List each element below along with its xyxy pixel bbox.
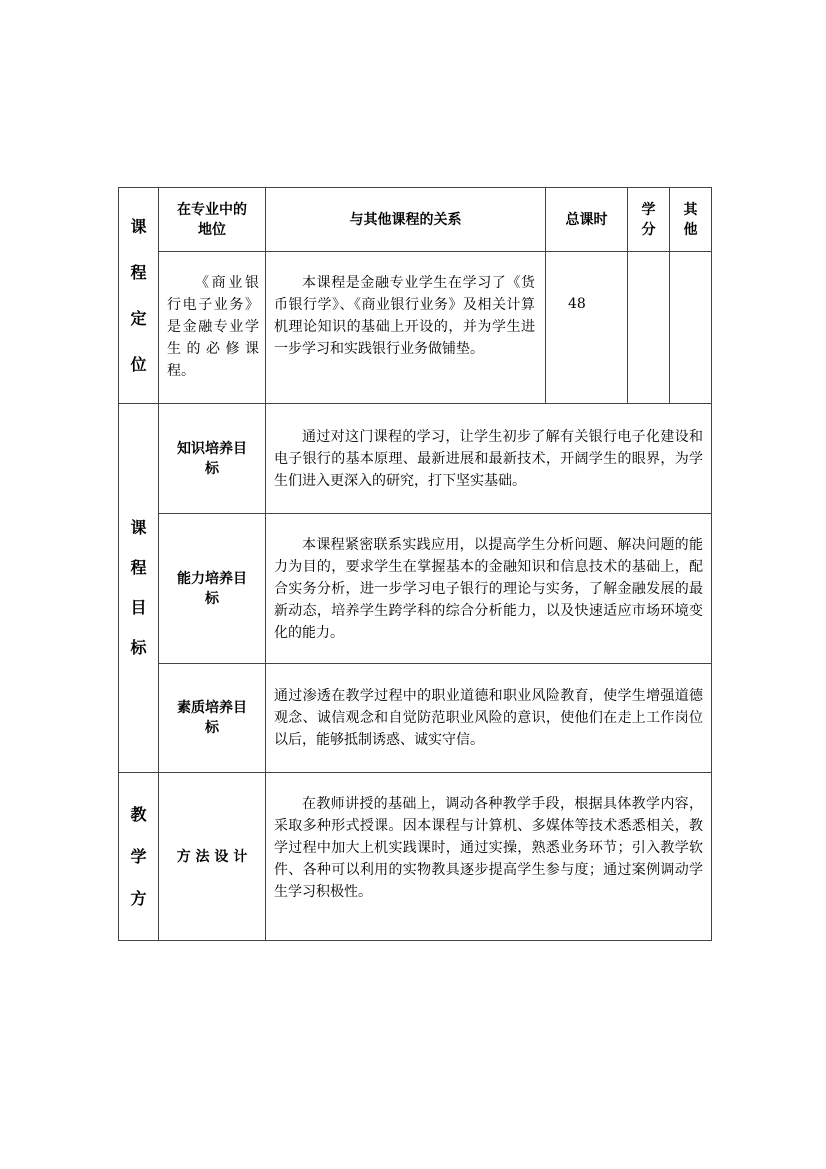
other-cell: [670, 252, 712, 404]
header-hours: 总课时: [546, 188, 628, 252]
relation-cell: 本课程是金融专业学生在学习了《货币银行学》、《商业银行业务》及相关计算机理论知识的基础上开设的，并为学生进一步学习和实践银行业务做铺垫。: [266, 252, 546, 404]
methods-row: [119, 773, 712, 941]
header-other: 其他: [670, 188, 712, 252]
objective-row-quality: [119, 664, 712, 773]
header-relation: 与其他课程的关系: [266, 188, 546, 252]
objective-name-knowledge: 知识培养目标: [159, 404, 266, 514]
objective-name-quality: 素质培养目标: [159, 664, 266, 773]
objective-text-quality: 通过渗透在教学过程中的职业道德和职业风险教育，使学生增强道德观念、诚信观念和自觉防范职业风险的意识，使他们在走上工作岗位以后，能够抵制诱惑、诚实守信。: [266, 664, 712, 773]
objective-row-knowledge: [119, 404, 712, 514]
objective-name-ability: 能力培养目标: [159, 514, 266, 664]
course-info-table: [118, 187, 712, 941]
objective-row-ability: [119, 514, 712, 664]
section-label-positioning: 课 程 定 位: [119, 188, 159, 404]
header-credits: 学分: [628, 188, 670, 252]
positioning-header-row: [119, 188, 712, 252]
section-label-objectives: 课 程 目 标: [119, 404, 159, 773]
credits-cell: [628, 252, 670, 404]
positioning-content-row: [119, 252, 712, 404]
header-status: 在专业中的地位: [159, 188, 266, 252]
objective-text-knowledge: 通过对这门课程的学习，让学生初步了解有关银行电子化建设和电子银行的基本原理、最新进展和最新技术，开阔学生的眼界，为学生们进入更深入的研究，打下坚实基础。: [266, 404, 712, 514]
objective-text-ability: 本课程紧密联系实践应用，以提高学生分析问题、解决问题的能力为目的，要求学生在掌握基本的金融知识和信息技术的基础上，配合实务分析，进一步学习电子银行的理论与实务，了解金融发展的最新动态，培养学生跨学科的综合分析能力，以及快速适应市场环境变化的能力。: [266, 514, 712, 664]
methods-text: 在教师讲授的基础上，调动各种教学手段，根据具体教学内容，采取多种形式授课。因本课程与计算机、多媒体等技术悉悉相关，教学过程中加大上机实践课时，通过实操，熟悉业务环节；引入教学软件、各种可以利用的实物教具逐步提高学生参与度；通过案例调动学生学习积极性。: [266, 773, 712, 941]
section-label-methods: 教 学 方: [119, 773, 159, 941]
hours-cell: 48: [546, 252, 628, 404]
status-cell: 《商业银行电子业务》是金融专业学生的必修课程。: [159, 252, 266, 404]
methods-name: 方 法 设 计: [159, 773, 266, 941]
